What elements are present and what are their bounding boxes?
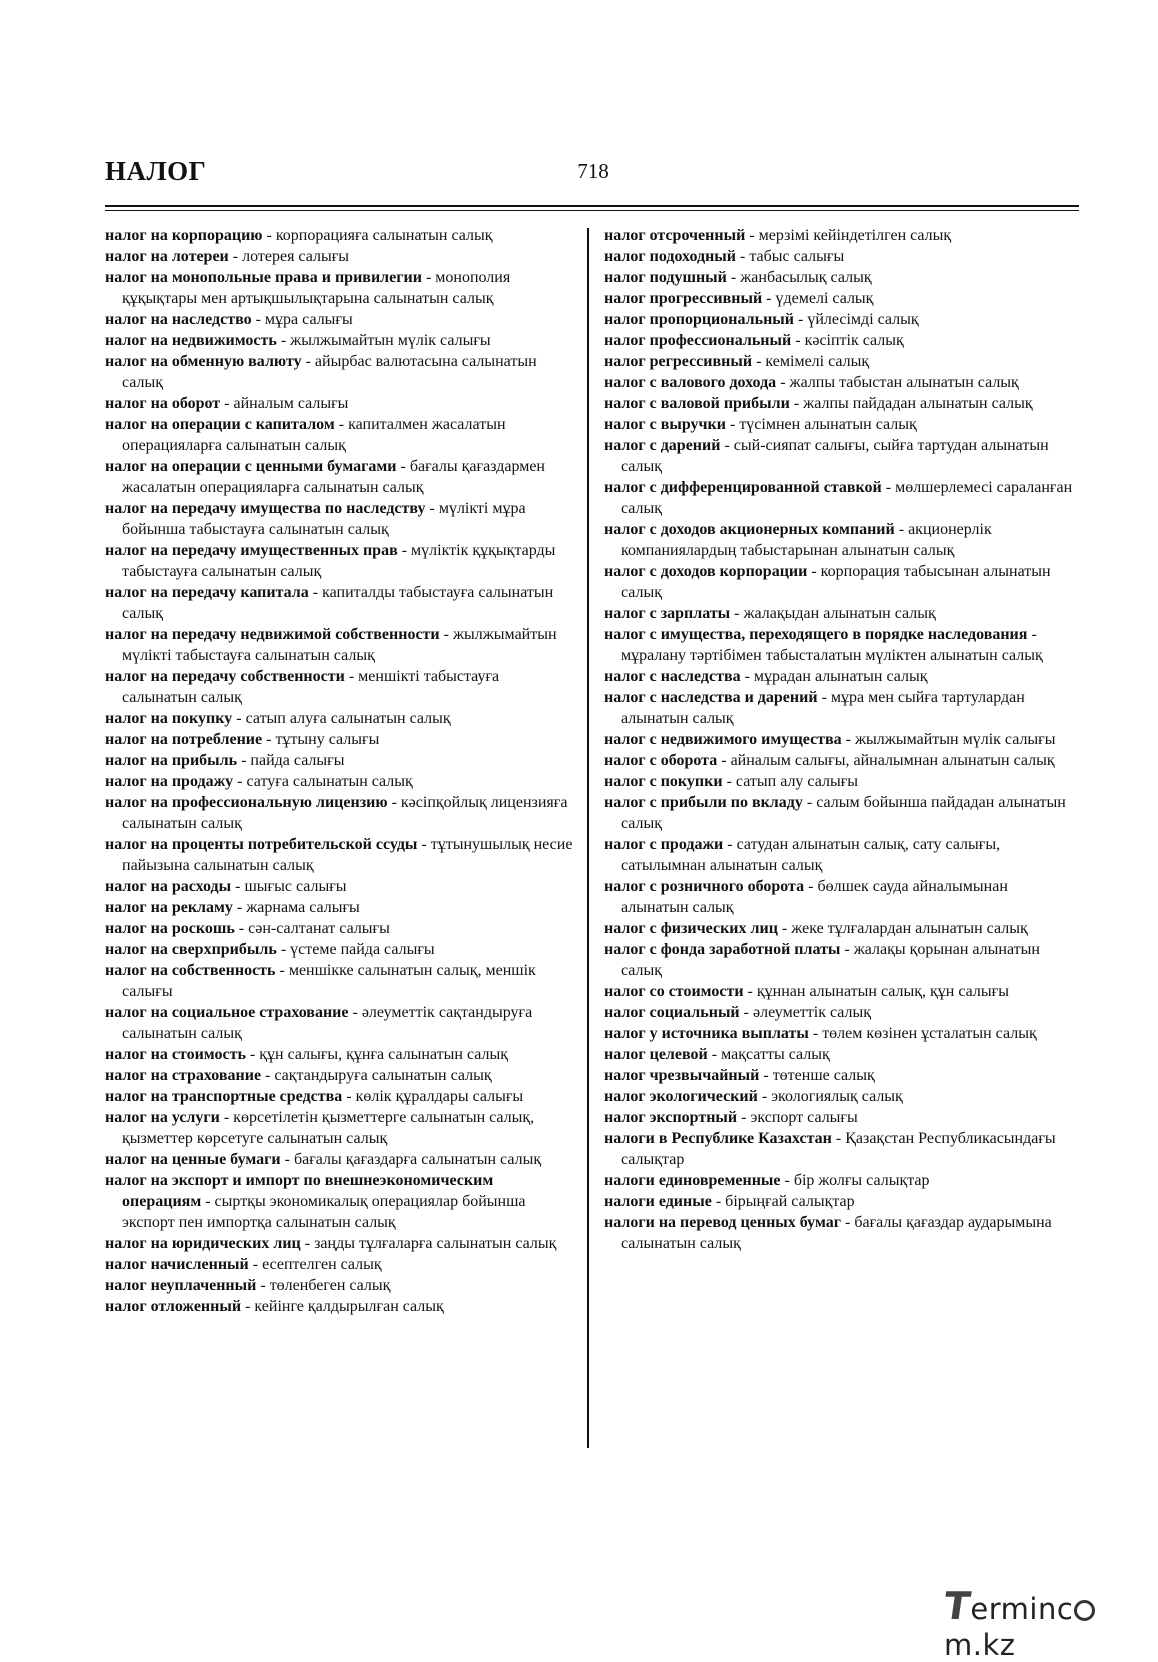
entry-definition: кәсіпқойлық лицензияға салынатын салық [122,794,568,832]
dictionary-entry: налог с недвижимого имущества - жылжымайтын мүлік салығы [604,731,1056,748]
entry-definition: бір жолғы салықтар [793,1172,930,1189]
entry-definition: мүліктік құқықтарды табыстауға салынатын салық [122,542,556,580]
entry-definition: шығыс салығы [244,878,347,895]
entry-term: налог на операции с ценными бумагами [105,458,397,475]
dictionary-entry: налоги единовременные - бір жолғы салықтар [604,1172,930,1189]
entry-definition: төтенше салық [772,1067,875,1084]
entry-term: налог пропорциональный [604,311,794,328]
dictionary-entry: налог на прибыль - пайда салығы [105,752,345,769]
entry-term: налоги единовременные [604,1172,781,1189]
entry-term: налог на операции с капиталом [105,416,335,433]
entry-definition: жылжымайтын мүлік салығы [855,731,1056,748]
entry-definition: бөлшек сауда айналымынан алынатын салық [621,878,1008,916]
entry-definition: сатып алу салығы [735,773,859,790]
entry-term: налог на социальное страхование [105,1004,349,1021]
entry-definition: акционерлік компаниялардың табыстарынан алынатын салық [621,521,992,559]
entry-definition: бағалы қағаздар аударымына салынатын салық [621,1214,1052,1252]
entry-term: налог на лотереи [105,248,229,265]
entry-definition: мөлшерлемесі сараланған салық [621,479,1073,517]
dictionary-entry: налог с дарений - сый-сияпат салығы, сыйға тартудан алынатын салық [604,437,1049,475]
entry-term: налог на передачу собственности [105,668,345,685]
entry-term: налог на сверхприбыль [105,941,277,958]
entry-term: налоги на перевод ценных бумаг [604,1214,842,1231]
entry-definition: салым бойынша пайдадан алынатын салық [621,794,1066,832]
dictionary-entry: налог на социальное страхование - әлеуметтік сақтандыруға салынатын салық [105,1004,533,1042]
entry-term: налог с зарплаты [604,605,731,622]
entry-definition: әлеуметтік салық [752,1004,872,1021]
entry-term: налог на продажу [105,773,234,790]
dictionary-entry: налог с наследства - мұрадан алынатын салық [604,668,928,685]
entry-term: налог с выручки [604,416,726,433]
entry-definition: мұралану тәртібімен табысталатын мүліктен алынатын салық [621,647,1043,664]
entry-definition: лотерея салығы [242,248,350,265]
entry-term: налог с дифференцированной ставкой [604,479,882,496]
entry-term: налоги единые [604,1193,712,1210]
dictionary-entry: налог на расходы - шығыс салығы [105,878,347,895]
entry-term: налог на транспортные средства [105,1088,343,1105]
dictionary-entry: налог на покупку - сатып алуға салынатын салық [105,710,451,727]
entry-definition: мұрадан алынатын салық [753,668,928,685]
entry-definition: мерзімі кейіндетілген салық [758,227,952,244]
dictionary-entry: налог с валового дохода - жалпы табыстан алынатын салық [604,374,1019,391]
dictionary-entry: налог с имущества, переходящего в порядке наследования - мұралану тәртібімен табысталатын мүліктен алынатын салық [604,626,1043,664]
dictionary-entry: налог с выручки - түсімнен алынатын салық [604,416,917,433]
dictionary-entry: налог на недвижимость - жылжымайтын мүлік салығы [105,332,491,349]
page-header [105,152,1079,212]
page-number: 718 [577,159,609,183]
dictionary-entry: налог отложенный - кейінге қалдырылған салық [105,1298,444,1315]
entry-definition: сақтандыруға салынатын салық [274,1067,492,1084]
entry-definition: тұтынушылық несие пайызына салынатын салық [122,836,573,874]
entry-definition: көлік құралдары салығы [355,1088,524,1105]
entry-term: налог со стоимости [604,983,744,1000]
entry-definition: сән-салтанат салығы [248,920,390,937]
entry-term: налог с продажи [604,836,724,853]
entry-definition: құннан алынатын салық, құн салығы [756,983,1009,1000]
entry-term: налог начисленный [105,1256,249,1273]
dictionary-entry: налог подоходный - табыс салығы [604,248,845,265]
dictionary-entry: налог на собственность - меншікке салынатын салық, меншік салығы [105,962,536,1000]
dictionary-entry: налог на передачу собственности - меншікті табыстауға салынатын салық [105,668,500,706]
watermark-letter-t: T [940,1584,974,1628]
dictionary-entry: налог с покупки - сатып алу салығы [604,773,859,790]
entry-definition: Қазақстан Республикасындағы салықтар [621,1130,1056,1168]
dictionary-entry: налог с валовой прибыли - жалпы пайдадан алынатын салық [604,395,1033,412]
entry-definition: көрсетілетін қызметтерге салынатын салық, қызметтер көрсетуге салынатын салық [122,1109,535,1147]
entry-term: налог с доходов акционерных компаний [604,521,895,538]
entry-definition: мұра мен сыйға тартулардан алынатын салық [621,689,1025,727]
entry-definition: бағалы қағаздармен жасалатын операцияларға салынатын салық [122,458,545,496]
dictionary-entry: налоги единые - бірыңғай салықтар [604,1193,855,1210]
entry-definition: кейінге қалдырылған салық [254,1298,444,1315]
entry-definition: сатуға салынатын салық [246,773,413,790]
entry-definition: құн салығы, құнға салынатын салық [259,1046,509,1063]
dictionary-entry: налог на стоимость - құн салығы, құнға салынатын салық [105,1046,509,1063]
entry-definition: заңды тұлғаларға салынатын салық [314,1235,557,1252]
entry-definition: үйлесімді салық [807,311,919,328]
entry-definition: мұра салығы [264,311,353,328]
dictionary-entry: налог с фонда заработной платы - жалақы қорынан алынатын салық [604,941,1040,979]
dictionary-entry: налог на услуги - көрсетілетін қызметтерге салынатын салық, қызметтер көрсетуге салынатын салық [105,1109,535,1147]
entry-definition: мақсатты салық [721,1046,830,1063]
entry-definition: жанбасылық салық [740,269,872,286]
dictionary-entry: налог неуплаченный - төленбеген салық [105,1277,391,1294]
entry-term: налог с доходов корпорации [604,563,808,580]
entry-term: налог прогрессивный [604,290,763,307]
entry-term: налог на недвижимость [105,332,277,349]
entry-term: налог на передачу недвижимой собственности [105,626,440,643]
entry-definition: капиталмен жасалатын операцияларға салынатын салық [122,416,506,454]
dictionary-entry: налог с розничного оборота - бөлшек сауда айналымынан алынатын салық [604,878,1008,916]
entry-term: налог на обменную валюту [105,353,302,370]
entry-definition: үдемелі салық [775,290,874,307]
entry-term: налог с розничного оборота [604,878,805,895]
watermark-text-end: m.kz [944,1628,1016,1662]
entry-term: налог на страхование [105,1067,262,1084]
dictionary-entry: налог пропорциональный - үйлесімді салық [604,311,919,328]
entry-term: налог с покупки [604,773,723,790]
entry-term: налог подоходный [604,248,737,265]
entry-term: налог на расходы [105,878,232,895]
entry-definition: меншікті табыстауға салынатын салық [122,668,500,706]
entry-term: налог на экспорт и импорт по внешнеэкономическим операциям [105,1172,494,1210]
entry-term: налог на оборот [105,395,221,412]
dictionary-entry: налоги в Республике Казахстан - Қазақстан Республикасындағы салықтар [604,1130,1056,1168]
running-head-word: НАЛОГ [105,156,207,186]
entry-definition: бағалы қағаздарға салынатын салық [293,1151,542,1168]
entry-term: налог экспортный [604,1109,738,1126]
entry-term: налог на передачу имущественных прав [105,542,398,559]
dictionary-entry: налог начисленный - есептелген салық [105,1256,382,1273]
dictionary-entry: налог на проценты потребительской ссуды - тұтынушылық несие пайызына салынатын салық [105,836,573,874]
dictionary-entry: налог с дифференцированной ставкой - мөлшерлемесі сараланған салық [604,479,1073,517]
entry-definition: айналым салығы, айналымнан алынатын салық [730,752,1055,769]
entry-definition: корпорация табысынан алынатын салық [621,563,1051,601]
entry-term: налог на профессиональную лицензию [105,794,388,811]
entry-definition: төленбеген салық [269,1277,391,1294]
entry-term: налог подушный [604,269,727,286]
left-column [105,225,573,1317]
entry-definition: айналым салығы [233,395,349,412]
dictionary-entry: налог на страхование - сақтандыруға салынатын салық [105,1067,492,1084]
entry-term: налог чрезвычайный [604,1067,760,1084]
dictionary-entry: налог подушный - жанбасылық салық [604,269,872,286]
dictionary-entry: налог на операции с ценными бумагами - бағалы қағаздармен жасалатын операцияларға салынатын салық [105,458,545,496]
entry-definition: экспорт салығы [750,1109,858,1126]
entry-term: налог с дарений [604,437,721,454]
dictionary-entry: налог с физических лиц - жеке тұлғалардан алынатын салық [604,920,1028,937]
dictionary-entry: налог на юридических лиц - заңды тұлғаларға салынатын салық [105,1235,557,1252]
entry-term: налог у источника выплаты [604,1025,809,1042]
entry-definition: табыс салығы [749,248,845,265]
dictionary-entry: налог с зарплаты - жалақыдан алынатын салық [604,605,936,622]
entry-term: налог на передачу имущества по наследству [105,500,426,517]
dictionary-entry: налог на ценные бумаги - бағалы қағаздарға салынатын салық [105,1151,542,1168]
entry-definition: пайда салығы [250,752,345,769]
entry-definition: жылжымайтын мүлік салығы [290,332,491,349]
entry-definition: әлеуметтік сақтандыруға салынатын салық [122,1004,533,1042]
entry-term: налог с физических лиц [604,920,778,937]
dictionary-entry: налог на роскошь - сән-салтанат салығы [105,920,390,937]
entry-term: налог с валового дохода [604,374,777,391]
dictionary-entry: налог на оборот - айналым салығы [105,395,349,412]
dictionary-entry: налог на сверхприбыль - үстеме пайда салығы [105,941,435,958]
dictionary-entry: налог на корпорацию - корпорацияға салынатын салық [105,227,493,244]
dictionary-entry: налог целевой - мақсатты салық [604,1046,830,1063]
entry-term: налог с валовой прибыли [604,395,790,412]
terminkom-watermark-logo [940,1584,1158,1662]
entry-term: налог на передачу капитала [105,584,309,601]
entry-term: налог отсроченный [604,227,746,244]
entry-term: налог с фонда заработной платы [604,941,841,958]
dictionary-entry: налог на транспортные средства - көлік құралдары салығы [105,1088,524,1105]
dictionary-entry: налог регрессивный - кемімелі салық [604,353,870,370]
dictionary-entry: налог на экспорт и импорт по внешнеэкономическим операциям - сыртқы экономикалық операциялар бойынша экспорт пен импортқа салынатын салық [105,1172,526,1231]
entry-term: налог на юридических лиц [105,1235,301,1252]
entry-term: налог на монопольные права и привилегии [105,269,422,286]
dictionary-entry: налог на потребление - тұтыну салығы [105,731,380,748]
entry-term: налог с наследства и дарений [604,689,818,706]
dictionary-entry: налог отсроченный - мерзімі кейіндетілген салық [604,227,952,244]
entry-definition: мүлікті мұра бойынша табыстауға салынатын салық [122,500,526,538]
dictionary-entry: налог на наследство - мұра салығы [105,311,353,328]
entry-term: налог с недвижимого имущества [604,731,842,748]
entry-definition: жалақыдан алынатын салық [743,605,936,622]
entry-term: налог целевой [604,1046,708,1063]
dictionary-entry: налог с доходов корпорации - корпорация табысынан алынатын салық [604,563,1051,601]
entry-definition: кемімелі салық [765,353,870,370]
column-divider [587,228,589,1448]
dictionary-entry: налог социальный - әлеуметтік салық [604,1004,872,1021]
entry-term: налог на прибыль [105,752,238,769]
dictionary-entry: налог на передачу недвижимой собственности - жылжымайтын мүлікті табыстауға салынатын салық [105,626,557,664]
entry-term: налог на роскошь [105,920,235,937]
entry-term: налог с наследства [604,668,741,685]
dictionary-entry: налог на продажу - сатуға салынатын салық [105,773,413,790]
entry-definition: монополия құқықтары мен артықшылықтарына салынатын салық [122,269,511,307]
entry-definition: сыртқы экономикалық операциялар бойынша экспорт пен импортқа салынатын салық [122,1193,526,1231]
entry-definition: экологиялық салық [771,1088,903,1105]
entry-term: налог на ценные бумаги [105,1151,281,1168]
entry-term: налоги в Республике Казахстан [604,1130,832,1147]
entry-definition: жарнама салығы [246,899,360,916]
dictionary-entry: налог экологический - экологиялық салық [604,1088,903,1105]
entry-definition: кәсіптік салық [804,332,904,349]
dictionary-entry: налог на лотереи - лотерея салығы [105,248,350,265]
entry-term: налог на наследство [105,311,252,328]
entry-definition: жалпы пайдадан алынатын салық [803,395,1033,412]
entry-term: налог регрессивный [604,353,753,370]
dictionary-entry: налог прогрессивный - үдемелі салық [604,290,874,307]
entry-definition: сый-сияпат салығы, сыйға тартудан алынатын салық [621,437,1049,475]
entry-term: налог на услуги [105,1109,220,1126]
entry-term: налог на стоимость [105,1046,246,1063]
dictionary-entry: налог на обменную валюту - айырбас валютасына салынатын салық [105,353,537,391]
right-column [604,225,1079,1254]
dictionary-entry: налог на передачу имущества по наследству - мүлікті мұра бойынша табыстауға салынатын салық [105,500,526,538]
dictionary-entry: налог на операции с капиталом - капиталмен жасалатын операцияларға салынатын салық [105,416,506,454]
header-rule-thick [105,205,1079,207]
dictionary-entry: налог со стоимости - құннан алынатын салық, құн салығы [604,983,1009,1000]
dictionary-entry: налог профессиональный - кәсіптік салық [604,332,904,349]
entry-term: налог на проценты потребительской ссуды [105,836,418,853]
entry-term: налог экологический [604,1088,758,1105]
entry-definition: жалақы қорынан алынатын салық [621,941,1040,979]
entry-term: налог социальный [604,1004,740,1021]
entry-definition: есептелген салық [262,1256,382,1273]
entry-definition: сатып алуға салынатын салық [245,710,451,727]
entry-term: налог отложенный [105,1298,242,1315]
dictionary-entry: налоги на перевод ценных бумаг - бағалы қағаздар аударымына салынатын салық [604,1214,1052,1252]
dictionary-entry: налог с оборота - айналым салығы, айналымнан алынатын салық [604,752,1055,769]
entry-definition: жалпы табыстан алынатын салық [789,374,1019,391]
watermark-circle-icon [1074,1600,1095,1621]
entry-definition: сатудан алынатын салық, сату салығы, сатылымнан алынатын салық [621,836,1001,874]
entry-definition: капиталды табыстауға салынатын салық [122,584,554,622]
dictionary-entry: налог на передачу имущественных прав - мүліктік құқықтарды табыстауға салынатын салық [105,542,556,580]
entry-definition: тұтыну салығы [275,731,380,748]
entry-definition: меншікке салынатын салық, меншік салығы [122,962,536,1000]
entry-term: налог на покупку [105,710,233,727]
entry-term: налог с прибыли по вкладу [604,794,803,811]
entry-definition: жылжымайтын мүлікті табыстауға салынатын салық [122,626,557,664]
dictionary-entry: налог на передачу капитала - капиталды табыстауға салынатын салық [105,584,554,622]
entry-definition: жеке тұлғалардан алынатын салық [791,920,1028,937]
entry-term: налог профессиональный [604,332,792,349]
dictionary-entry: налог с доходов акционерных компаний - акционерлік компаниялардың табыстарынан алынатын салық [604,521,992,559]
watermark-text-middle: erminc [970,1592,1074,1626]
header-rule-thin [105,210,1079,211]
entry-definition: айырбас валютасына салынатын салық [122,353,537,391]
entry-definition: бірыңғай салықтар [725,1193,855,1210]
entry-term: налог на потребление [105,731,263,748]
dictionary-entry: налог с прибыли по вкладу - салым бойынша пайдадан алынатын салық [604,794,1066,832]
dictionary-entry: налог на монопольные права и привилегии - монополия құқықтары мен артықшылықтарына салынатын салық [105,269,511,307]
dictionary-entry: налог экспортный - экспорт салығы [604,1109,858,1126]
dictionary-entry: налог чрезвычайный - төтенше салық [604,1067,875,1084]
dictionary-entry: налог с продажи - сатудан алынатын салық, сату салығы, сатылымнан алынатын салық [604,836,1001,874]
entry-term: налог с оборота [604,752,718,769]
entry-term: налог на собственность [105,962,276,979]
entry-definition: корпорацияға салынатын салық [275,227,493,244]
entry-term: налог неуплаченный [105,1277,257,1294]
dictionary-entry: налог у источника выплаты - төлем көзінен ұсталатын салық [604,1025,1037,1042]
entry-definition: төлем көзінен ұсталатын салық [822,1025,1037,1042]
entry-term: налог с имущества, переходящего в порядке наследования [604,626,1028,643]
entry-definition: түсімнен алынатын салық [739,416,917,433]
dictionary-entry: налог на профессиональную лицензию - кәсіпқойлық лицензияға салынатын салық [105,794,568,832]
entry-definition: үстеме пайда салығы [290,941,435,958]
dictionary-entry: налог с наследства и дарений - мұра мен сыйға тартулардан алынатын салық [604,689,1025,727]
entry-term: налог на корпорацию [105,227,263,244]
entry-term: налог на рекламу [105,899,233,916]
dictionary-entry: налог на рекламу - жарнама салығы [105,899,360,916]
